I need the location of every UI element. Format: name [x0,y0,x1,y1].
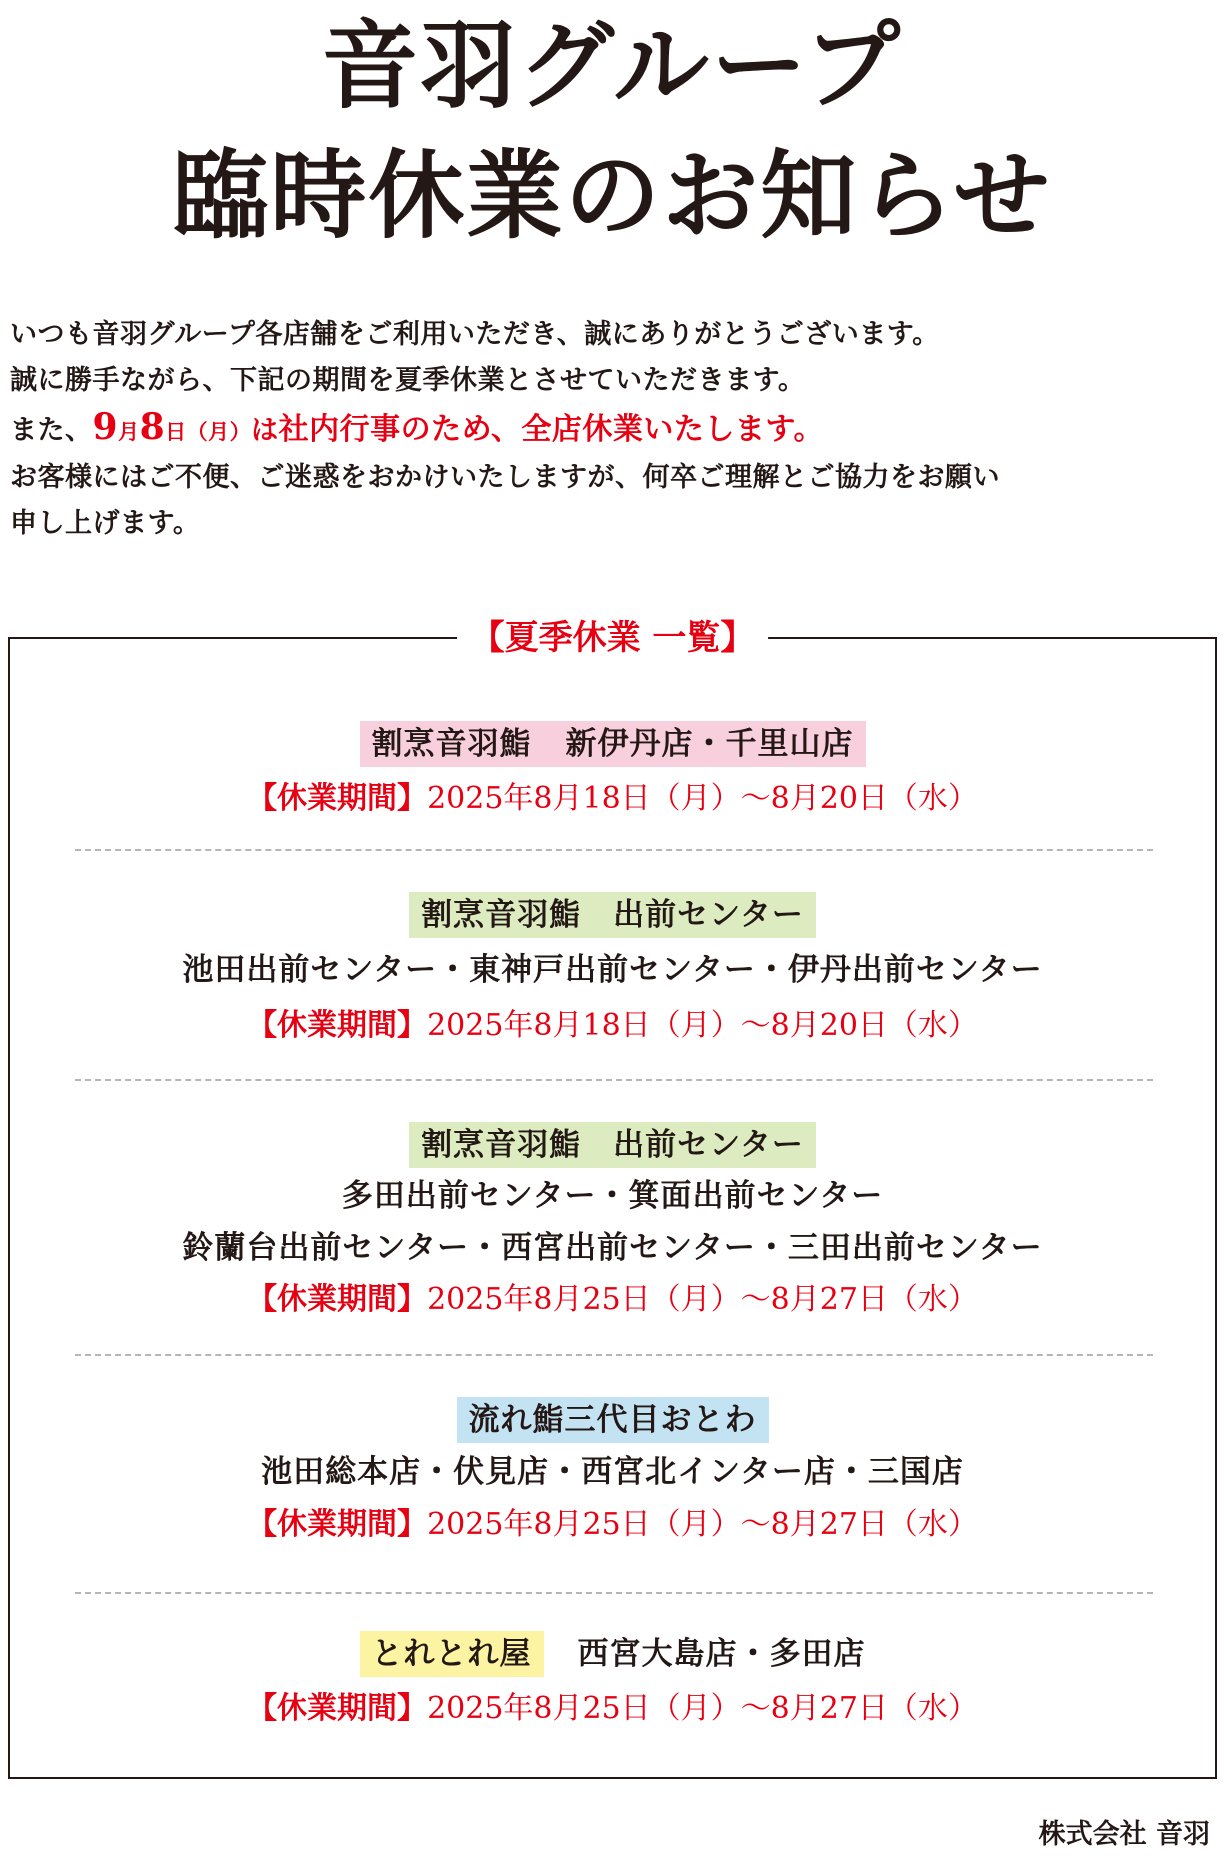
section-5-period [10,1687,1215,1731]
section-5-stores: 西宮大島店・多田店 [577,1636,866,1672]
section-3-brand: 割烹音羽鮨 出前センター [409,1122,816,1168]
closure-list-box [8,618,1217,1779]
section-1-stores: 新伊丹店・千里山店 [565,726,854,762]
closure-notice: 社内行事のため、全店休業いたします。 [278,412,825,447]
page-title-line2: 臨時休業のお知らせ [172,139,1052,252]
intro-line-1: いつも音羽グループ各店舗をご利用いただき、誠にありがとうございます。 [10,319,940,350]
intro-line-2: 誠に勝手ながら、下記の期間を夏季休業とさせていただきます。 [10,365,806,396]
section-1-period [10,777,1215,821]
intro-line-4: お客様にはご不便、ご迷惑をおかけいたしますが、何卒ご理解とご協力をお願い [10,462,1000,493]
section-3 [10,1122,1215,1322]
intro-line-5: 申し上げます。 [10,508,201,539]
divider-3 [75,1354,1153,1356]
period-label: 【休業期間】 [247,781,428,816]
intro-line-3-prefix: また、 [10,415,93,446]
section-3-period-dates: 2025年8月25日（月）～8月27日（水） [427,1282,978,1317]
section-3-stores-line2: 鈴蘭台出前センター・西宮出前センター・三田出前センター [182,1230,1043,1266]
section-4-period-dates: 2025年8月25日（月）～8月27日（水） [427,1507,978,1542]
period-label: 【休業期間】 [247,1691,428,1726]
period-label: 【休業期間】 [247,1282,428,1317]
period-label: 【休業期間】 [247,1008,428,1043]
section-2-stores: 池田出前センター・東神戸出前センター・伊丹出前センター [182,952,1043,988]
closure-month: 9 [92,406,119,448]
closure-weekday: （月） [186,419,252,444]
divider-1 [75,849,1153,851]
section-5 [10,1631,1215,1731]
section-5-header [10,1631,1215,1675]
closure-list-heading: 【夏季休業 一覧】 [457,613,769,663]
section-2-period [10,1004,1215,1048]
closure-day: 8 [139,406,166,448]
section-1-brand: 割烹音羽鮨 [371,726,532,762]
closure-month-unit: 月 [118,419,140,444]
section-4 [10,1397,1215,1547]
section-5-period-dates: 2025年8月25日（月）～8月27日（水） [427,1691,978,1726]
intro-text [10,312,1220,547]
section-2-header [10,892,1215,936]
intro-line-3 [10,404,1220,455]
section-1-header-tag [360,721,866,767]
section-4-period [10,1503,1215,1547]
section-4-stores: 池田総本店・伏見店・西宮北インター店・三国店 [261,1454,964,1490]
section-2-period-dates: 2025年8月18日（月）～8月20日（水） [427,1008,978,1043]
company-name: 株式会社 音羽 [1038,1819,1210,1850]
page-title-line1: 音羽グループ [321,9,903,122]
section-3-header [10,1122,1215,1166]
section-1-header [10,721,1215,765]
divider-2 [75,1079,1153,1081]
section-3-period [10,1278,1215,1322]
period-label: 【休業期間】 [247,1507,428,1542]
section-1 [10,721,1215,821]
section-2 [10,892,1215,1048]
section-3-stores-line1: 多田出前センター・箕面出前センター [341,1178,884,1214]
section-4-header [10,1397,1215,1441]
section-2-brand: 割烹音羽鮨 出前センター [409,892,816,938]
section-5-brand: とれとれ屋 [360,1631,544,1677]
divider-4 [75,1592,1153,1594]
closure-particle: は [251,415,279,446]
section-1-period-dates: 2025年8月18日（月）～8月20日（水） [427,781,978,816]
section-4-brand: 流れ鮨三代目おとわ [457,1397,769,1443]
closure-day-unit: 日 [165,419,187,444]
